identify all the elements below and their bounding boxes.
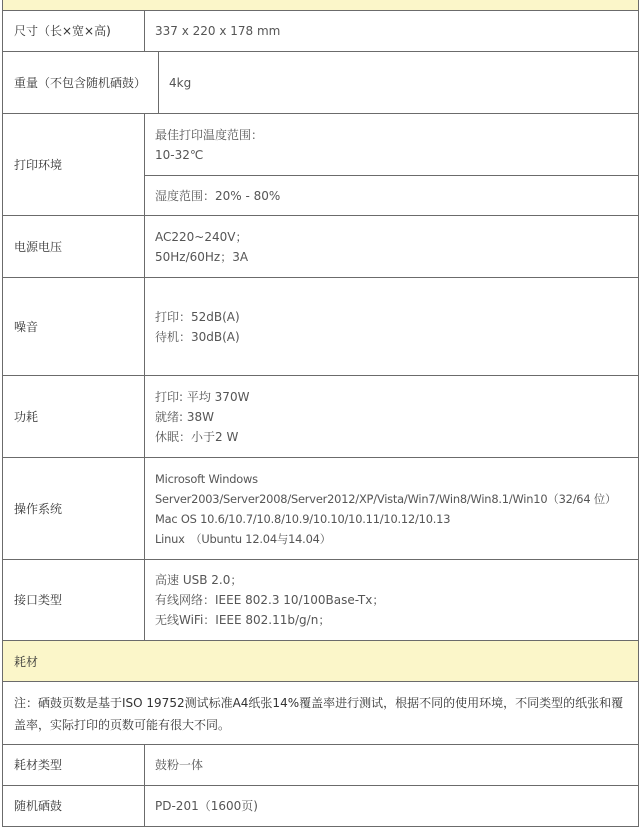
spec-label: 噪音 xyxy=(3,278,145,375)
spec-label: 尺寸（长×宽×高) xyxy=(3,11,145,51)
spec-value-cell xyxy=(145,11,638,51)
spec-value-line: 337 x 220 x 178 mm xyxy=(155,24,281,38)
spec-value-line: 就绪: 38W xyxy=(155,409,214,424)
spec-value-cell xyxy=(145,114,638,175)
spec-value-cell xyxy=(159,52,638,113)
spec-value-line: 休眠：小于2 W xyxy=(155,429,239,444)
spec-label: 操作系统 xyxy=(3,458,145,559)
spec-table xyxy=(2,0,639,827)
spec-value-cell xyxy=(145,458,638,559)
spec-value-line: Microsoft Windows xyxy=(155,471,258,486)
spec-value-line: 最佳打印温度范围： xyxy=(155,127,264,142)
spec-label: 功耗 xyxy=(3,376,145,457)
spec-value xyxy=(145,560,638,640)
spec-value xyxy=(145,11,638,51)
spec-label: 打印环境 xyxy=(3,114,145,215)
spec-value-cell xyxy=(145,376,638,457)
spec-value-line: 湿度范围：20% - 80% xyxy=(155,188,281,203)
header-band xyxy=(3,0,638,11)
consumable-value-line: 鼓粉一体 xyxy=(155,758,204,772)
spec-row-environment xyxy=(3,114,638,216)
spec-row-power-consumption xyxy=(3,376,638,458)
spec-row-power-supply xyxy=(3,216,638,278)
spec-value-line: 4kg xyxy=(169,75,192,90)
spec-row-size xyxy=(3,11,638,52)
spec-value-cell xyxy=(145,216,638,277)
consumable-value xyxy=(145,745,638,785)
spec-label: 接口类型 xyxy=(3,560,145,640)
spec-value-cell xyxy=(145,278,638,375)
spec-value xyxy=(145,216,638,277)
spec-row-noise xyxy=(3,278,638,376)
spec-value-cell xyxy=(145,175,638,215)
spec-value xyxy=(145,278,638,375)
spec-value-line: 打印: 平均 370W xyxy=(155,389,250,404)
spec-value-line: Mac OS 10.6/10.7/10.8/10.9/10.10/10.11/10.12/10.13 xyxy=(155,511,451,526)
spec-value-line: 50Hz/60Hz；3A xyxy=(155,249,249,264)
spec-row-os xyxy=(3,458,638,560)
consumable-value-cell xyxy=(145,745,638,785)
consumables-section-header: 耗材 xyxy=(3,641,638,682)
spec-value xyxy=(159,52,638,113)
consumable-value-line: PD-201（1600页) xyxy=(155,799,258,813)
consumable-label: 耗材类型 xyxy=(3,745,145,785)
spec-value xyxy=(145,458,638,559)
spec-value-line: Linux （Ubuntu 12.04与14.04） xyxy=(155,531,331,546)
spec-value-line: AC220~240V； xyxy=(155,229,248,244)
consumable-label: 随机硒鼓 xyxy=(3,786,145,826)
spec-label: 重量（不包含随机硒鼓） xyxy=(3,52,159,113)
consumable-value-cell xyxy=(145,786,638,826)
spec-value-line: Server2003/Server2008/Server2012/XP/Vista/Win7/Win8/Win8.1/Win10（32/64 位） xyxy=(155,491,617,506)
consumable-value xyxy=(145,786,638,826)
spec-value-line: 有线网络：IEEE 802.3 10/100Base-Tx； xyxy=(155,593,385,607)
consumables-note: 注：硒鼓页数是基于ISO 19752测试标准A4纸张14%覆盖率进行测试，根据不同的使用环境，不同类型的纸张和覆盖率，实际打印的页数可能有很大不同。 xyxy=(3,682,638,745)
consumable-row-type xyxy=(3,745,638,786)
spec-value xyxy=(145,376,638,457)
consumable-row-drum xyxy=(3,786,638,827)
spec-value-line: 打印：52dB(A) xyxy=(155,309,240,324)
spec-value xyxy=(145,114,638,215)
spec-label: 电源电压 xyxy=(3,216,145,277)
spec-row-interface xyxy=(3,560,638,641)
spec-value-line: 无线WiFi：IEEE 802.11b/g/n； xyxy=(155,613,331,627)
spec-row-weight xyxy=(3,52,638,114)
spec-value-cell xyxy=(145,560,638,640)
spec-value-line: 高速 USB 2.0； xyxy=(155,573,243,587)
spec-value-line: 10-32℃ xyxy=(155,147,204,162)
spec-value-line: 待机：30dB(A) xyxy=(155,329,240,344)
